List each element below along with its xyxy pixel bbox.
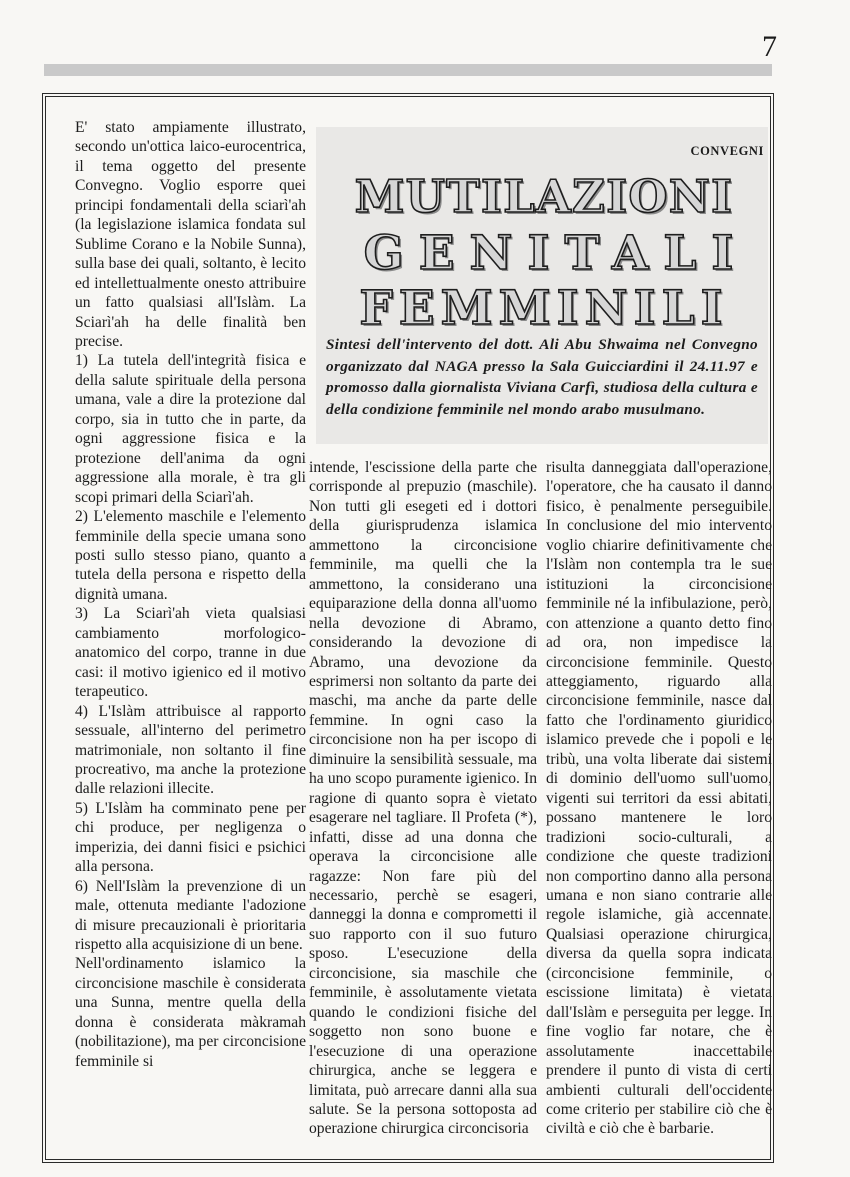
headline-line-2: GENITALI xyxy=(363,226,749,281)
text-column-2 xyxy=(309,458,537,1139)
article-subtitle: Sintesi dell'intervento del dott. Ali Abu Shwaima nel Convegno organizzato dal NAGA presso la Sala Guicciardini il 24.11.97 e promosso dalla giornalista Viviana Carfì, studiosa della cultura e della condizione femminile nel mondo arabo musulmano. xyxy=(326,336,758,418)
text-column-1 xyxy=(75,118,306,1071)
headline-line-1: MUTILAZIONI xyxy=(354,170,734,223)
page-number: 7 xyxy=(762,30,777,63)
paragraph: 5) L'Islàm ha comminato pene per chi produce, per negligenza o imperizia, dei danni fisici e psichici alla persona. xyxy=(75,799,306,876)
paragraph: 1) La tutela dell'integrità fisica e della salute spirituale della persona umana, vale a dire la protezione dal corpo, sia in tutto che in parte, da ogni aggressione fisica e la protezione dell'anima da ogni aggressione alla morale, è tra gli scopi primari della Sciarì'ah. xyxy=(75,352,306,506)
paragraph: intende, l'escissione della parte che corrisponde al prepuzio (maschile). Non tutti gli esegeti ed i dottori della giurisprudenza islamica ammettono la circoncisione femminile, ma quelli che la ammettono, la considerano una equiparazione della donna all'uomo nella devozione di Abramo, considerando la devozione di Abramo, una devozione da esprimersi non soltanto da parte dei maschi, ma anche da parte delle femmine. In ogni caso la circoncisione non ha per iscopo di diminuire la sensibilità sessuale, ma ha uno scopo puramente igienico. In ragione di quanto sopra è vietato esagerare nel tagliare. Il Profeta (*), infatti, disse ad una donna che operava la circoncisione alle ragazze: Non fare più del necessario, perchè se esageri, danneggi la donna e comprometti il suo rapporto con il suo futuro sposo. L'esecuzione della circoncisione, sia maschile che femminile, è assolutamente vietata quando le condizioni fisiche del soggetto non sono buone e l'esecuzione di una operazione chirurgica, anche se leggera e limitata, può arrecare danni alla sua salute. Se la persona sottoposta ad operazione chirurgica circoncisoria xyxy=(309,459,537,1138)
paragraph: Nell'ordinamento islamico la circoncisione maschile è considerata una Sunna, mentre quella della donna è considerata màkramah (nobilitazione), ma per circoncisione femminile si xyxy=(75,955,306,1070)
paragraph: 6) Nell'Islàm la prevenzione di un male, ottenuta mediante l'adozione di misure precauzionali è prioritaria rispetto alla acquisizione di un bene. xyxy=(75,877,306,954)
paragraph: 2) L'elemento maschile e l'elemento femminile della specie umana sono posti sullo stesso piano, quanto a tutela della persona e rispetto della dignità umana. xyxy=(75,508,306,603)
header-rule xyxy=(44,64,772,76)
headline-line-3: FEMMINILI xyxy=(359,281,729,336)
section-category: CONVEGNI xyxy=(690,144,764,158)
paragraph: E' stato ampiamente illustrato, secondo un'ottica laico-eurocentrica, il tema oggetto del presente Convegno. Voglio esporre quei principi fondamentali della sciarì'ah (la legislazione islamica fondata sul Sublime Corano e la Nobile Sunna), sulla base dei quali, soltanto, è lecito ed intellettualmente onesto attribuire un fatto qualsiasi all'Islàm. La Sciarì'ah ha delle finalità ben precise. xyxy=(75,119,306,350)
paragraph: risulta danneggiata dall'operazione, l'operatore, che ha causato il danno fisico, è penalmente perseguibile. In conclusione del mio intervento voglio chiarire definitivamente che l'Islàm non contempla tra le sue istituzioni la circoncisione femminile né la infibulazione, però, con attenzione a quanto detto fino ad ora, non impedisce la circoncisione femminile. Questo atteggiamento, riguardo alla circoncisione femminile, nasce dal fatto che l'ordinamento giuridico islamico prevede che i popoli e le tribù, una volta liberate dai sistemi di dominio dell'uomo sull'uomo, vigenti sui territori da essi abitati, possano mantenere le loro tradizioni socio-culturali, a condizione che queste tradizioni non comportino danno alla persona umana e non siano contrarie alle regole islamiche, già accennate. Qualsiasi operazione chirurgica, diversa da quella sopra indicata (circoncisione femminile, o escissione limitata) è vietata dall'Islàm e perseguita per legge. In fine voglio far notare, che è assolutamente inaccettabile prendere il punto di vista di certi ambienti culturali dell'occidente come criterio per stabilire ciò che è civiltà e ciò che è barbarie. xyxy=(546,459,772,1138)
paragraph: 3) La Sciarì'ah vieta qualsiasi cambiamento morfologico-anatomico del corpo, tranne in due casi: il motivo igienico ed il motivo terapeutico. xyxy=(75,605,306,701)
text-column-3 xyxy=(546,458,772,1139)
paragraph: 4) L'Islàm attribuisce al rapporto sessuale, all'interno del perimetro matrimoniale, non soltanto il fine procreativo, ma anche la protezione dalle relazioni illecite. xyxy=(75,702,306,798)
